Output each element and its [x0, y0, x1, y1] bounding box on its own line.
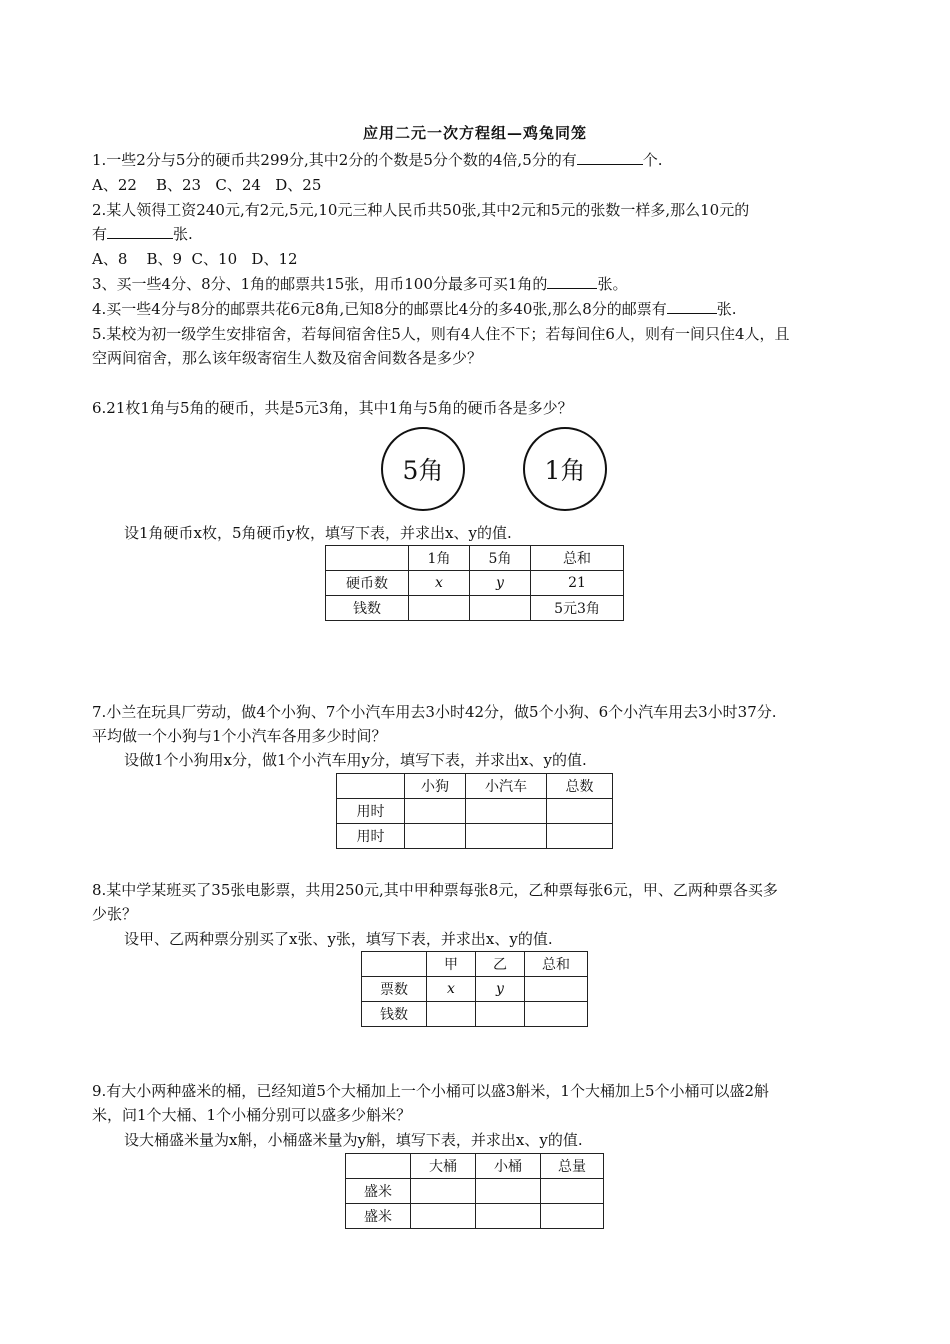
question-7-line-1: 7.小兰在玩具厂劳动，做4个小狗、7个小汽车用去3小时42分，做5个小狗、6个小汽车用去3小时37分.: [92, 703, 777, 721]
table-header-row: [326, 546, 624, 571]
table-cell[interactable]: [411, 1204, 476, 1229]
table-cell[interactable]: [525, 1002, 588, 1027]
question-4: [92, 299, 737, 319]
question-7-setup: 设做1个小狗用x分，做1个小汽车用y分，填写下表，并求出x、y的值.: [124, 751, 587, 769]
table-cell[interactable]: [411, 1179, 476, 1204]
table-cell[interactable]: [427, 1002, 476, 1027]
table-row: [337, 824, 613, 849]
coin-5-jiao: 5角: [381, 427, 465, 511]
table-header: 1角: [409, 546, 470, 571]
table-cell[interactable]: [405, 799, 466, 824]
answer-blank[interactable]: [547, 274, 597, 289]
question-2-line-1: 2.某人领得工资240元,有2元,5元,10元三种人民币共50张,其中2元和5元的张数一样多,那么10元的: [92, 201, 750, 219]
table-cell[interactable]: [470, 596, 531, 621]
table-cell: [346, 1154, 411, 1179]
table-header: 总和: [531, 546, 624, 571]
table-header: 小桶: [476, 1154, 541, 1179]
table-row-label: 盛米: [346, 1204, 411, 1229]
table-row-label: 用时: [337, 824, 405, 849]
table-row: [326, 596, 624, 621]
table-row: [346, 1179, 604, 1204]
table-cell[interactable]: [547, 799, 613, 824]
question-1: [92, 150, 663, 170]
answer-blank[interactable]: [667, 299, 717, 314]
question-5-line-1: 5.某校为初一级学生安排宿舍，若每间宿舍住5人，则有4人住不下；若每间住6人，则有一间只住4人，且: [92, 325, 790, 343]
question-3-text: 3、买一些4分、8分、1角的邮票共15张，用币100分最多可买1角的: [92, 275, 548, 293]
question-4-text: 4.买一些4分与8分的邮票共花6元8角,已知8分的邮票比4分的多40张,那么8分的邮票有: [92, 300, 667, 318]
table-row: [346, 1204, 604, 1229]
table-cell: y: [476, 977, 525, 1002]
question-9-table: [345, 1153, 604, 1229]
table-cell[interactable]: [476, 1002, 525, 1027]
table-cell[interactable]: [541, 1204, 604, 1229]
question-8-line-2: 少张？: [92, 905, 138, 923]
table-cell: [337, 774, 405, 799]
question-2-pre: 有: [92, 225, 108, 243]
table-row-label: 盛米: [346, 1179, 411, 1204]
answer-blank[interactable]: [577, 150, 643, 165]
question-2-line-2: [92, 224, 193, 244]
table-row-label: 票数: [362, 977, 427, 1002]
table-cell[interactable]: [541, 1179, 604, 1204]
table-header: 小汽车: [466, 774, 547, 799]
table-header: 总和: [525, 952, 588, 977]
table-header: 小狗: [405, 774, 466, 799]
question-9-setup: 设大桶盛米量为x斛，小桶盛米量为y斛，填写下表，并求出x、y的值.: [124, 1131, 583, 1149]
worksheet-title: 应用二元一次方程组—鸡兔同笼: [362, 124, 587, 142]
question-2-tail: 张.: [173, 225, 193, 243]
question-9-line-2: 米，问1个大桶、1个小桶分别可以盛多少斛米？: [92, 1106, 412, 1124]
table-row: [362, 977, 588, 1002]
question-3-tail: 张。: [597, 275, 628, 293]
table-header: 总量: [541, 1154, 604, 1179]
table-row-label: 用时: [337, 799, 405, 824]
table-header: 总数: [547, 774, 613, 799]
table-row-label: 钱数: [326, 596, 409, 621]
table-cell[interactable]: [466, 824, 547, 849]
question-8-table: [361, 951, 588, 1027]
table-header-row: [346, 1154, 604, 1179]
question-9-line-1: 9.有大小两种盛米的桶，已经知道5个大桶加上一个小桶可以盛3斛米，1个大桶加上5个小桶可以盛2斛: [92, 1082, 770, 1100]
table-cell[interactable]: [405, 824, 466, 849]
table-header-row: [337, 774, 613, 799]
table-cell: y: [470, 571, 531, 596]
question-6-table: [325, 545, 624, 621]
question-7-line-2: 平均做一个小狗与1个小汽车各用多少时间？: [92, 727, 387, 745]
coin-1-jiao: 1角: [523, 427, 607, 511]
question-6-setup: 设1角硬币x枚，5角硬币y枚，填写下表，并求出x、y的值.: [124, 524, 512, 542]
table-cell[interactable]: [476, 1179, 541, 1204]
answer-blank[interactable]: [107, 224, 173, 239]
question-6-text: 6.21枚1角与5角的硬币，共是5元3角，其中1角与5角的硬币各是多少？: [92, 399, 573, 417]
question-1-options: A、22 B、23 C、24 D、25: [92, 176, 322, 194]
table-cell[interactable]: [476, 1204, 541, 1229]
table-row-label: 硬币数: [326, 571, 409, 596]
question-7-table: [336, 773, 613, 849]
question-1-text: 1.一些2分与5分的硬币共299分,其中2分的个数是5分个数的4倍,5分的有: [92, 151, 577, 169]
table-header: 甲: [427, 952, 476, 977]
question-3: [92, 274, 627, 294]
table-cell: [362, 952, 427, 977]
question-5-line-2: 空两间宿舍，那么该年级寄宿生人数及宿舍间数各是多少？: [92, 349, 483, 367]
question-8-setup: 设甲、乙两种票分别买了x张、y张，填写下表，并求出x、y的值.: [124, 930, 553, 948]
table-cell: 21: [531, 571, 624, 596]
table-cell[interactable]: [525, 977, 588, 1002]
table-header: 大桶: [411, 1154, 476, 1179]
question-2-options: A、8 B、9 C、10 D、12: [92, 250, 298, 268]
table-header: 乙: [476, 952, 525, 977]
table-cell: x: [427, 977, 476, 1002]
question-1-tail: 个.: [642, 151, 663, 169]
table-cell[interactable]: [466, 799, 547, 824]
table-cell: x: [409, 571, 470, 596]
table-cell[interactable]: [547, 824, 613, 849]
table-row-label: 钱数: [362, 1002, 427, 1027]
table-cell: [326, 546, 409, 571]
table-header: 5角: [470, 546, 531, 571]
table-row: [362, 1002, 588, 1027]
table-row: [337, 799, 613, 824]
table-row: [326, 571, 624, 596]
table-header-row: [362, 952, 588, 977]
question-8-line-1: 8.某中学某班买了35张电影票，共用250元,其中甲种票每张8元，乙种票每张6元，甲、乙两种票各买多: [92, 881, 778, 899]
table-cell[interactable]: [409, 596, 470, 621]
table-cell: 5元3角: [531, 596, 624, 621]
question-4-tail: 张.: [716, 300, 737, 318]
